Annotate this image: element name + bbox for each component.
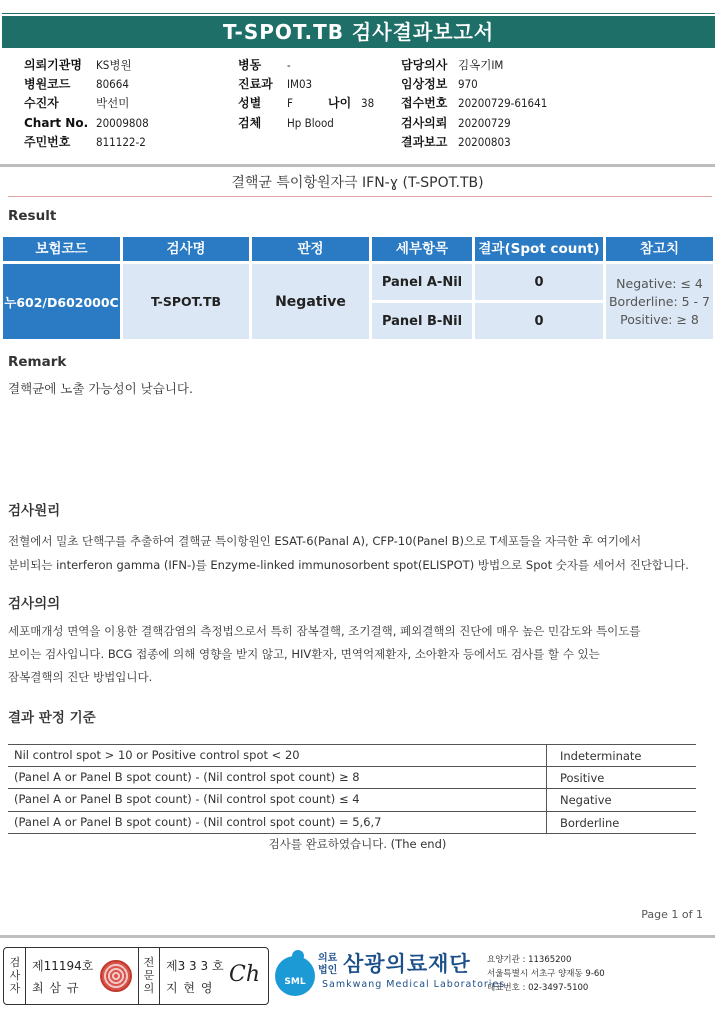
header-divider bbox=[0, 164, 715, 167]
specialist-label bbox=[141, 956, 157, 995]
ward-label: 병동 bbox=[238, 58, 262, 72]
specialist-label-char: 문 bbox=[143, 969, 155, 982]
ref-borderline: Borderline: 5 - 7 bbox=[608, 293, 710, 309]
principle-line-2: 분비되는 interferon gamma (IFN-)를 Enzyme-linked immunosorbent spot(ELISPOT) 방법으로 Spot 숫자를 세어서 진단합니다. bbox=[8, 558, 689, 572]
criteria-table bbox=[8, 744, 696, 834]
criteria-result: Indeterminate bbox=[546, 745, 641, 766]
principle-text bbox=[8, 529, 708, 577]
insurance-code-cell: 누602/D602000C bbox=[3, 264, 120, 339]
ref-negative: Negative: ≤ 4 bbox=[616, 275, 703, 291]
title-top-rule bbox=[2, 13, 715, 14]
subtitle-underline bbox=[8, 196, 712, 197]
hospital-code-label: 병원코드 bbox=[24, 77, 71, 91]
criteria-result: Positive bbox=[546, 767, 604, 789]
specialist-label-char: 전 bbox=[143, 956, 155, 969]
reference-cell bbox=[606, 264, 713, 339]
criteria-section-label: 결과 판정 기준 bbox=[8, 710, 96, 726]
examiner-seal-icon bbox=[100, 960, 132, 992]
panel-b-value: 0 bbox=[475, 303, 603, 339]
criteria-condition: (Panel A or Panel B spot count) - (Nil control spot count) ≤ 4 bbox=[14, 792, 360, 806]
signature-box bbox=[3, 947, 269, 1005]
significance-section-label: 검사의의 bbox=[8, 596, 61, 612]
examiner-label-char: 사 bbox=[9, 969, 21, 982]
request-value: 20200729 bbox=[458, 116, 511, 130]
patient-label: 수진자 bbox=[24, 96, 59, 110]
resident-value: 811122-2 bbox=[96, 135, 146, 149]
institution-code: 요양기관 : 11365200 bbox=[487, 955, 572, 965]
doctor-value: 김옥기IM bbox=[458, 58, 504, 72]
specimen-value: Hp Blood bbox=[287, 116, 334, 130]
examiner-number: 제11194호 bbox=[32, 959, 94, 973]
patient-value: 박선미 bbox=[96, 96, 130, 110]
clinical-label: 임상정보 bbox=[401, 77, 448, 91]
header-judgement: 판정 bbox=[252, 237, 369, 261]
dept-label: 진료과 bbox=[238, 77, 273, 91]
receipt-label: 접수번호 bbox=[401, 96, 448, 110]
resident-label: 주민번호 bbox=[24, 135, 71, 149]
criteria-result: Borderline bbox=[546, 812, 619, 834]
judgement-cell: Negative bbox=[252, 264, 369, 339]
examiner-name: 최 삼 규 bbox=[32, 981, 80, 995]
institution-phone: 대표번호 : 02-3497-5100 bbox=[487, 983, 589, 993]
specialist-signature-icon: Ch bbox=[229, 962, 261, 987]
hospital-code-value: 80664 bbox=[96, 77, 129, 91]
specialist-label-char: 의 bbox=[143, 982, 155, 995]
test-name-cell: T-SPOT.TB bbox=[123, 264, 249, 339]
doctor-label: 담당의사 bbox=[401, 58, 448, 72]
criteria-condition: Nil control spot > 10 or Positive control spot < 20 bbox=[14, 748, 300, 762]
ward-value: - bbox=[287, 58, 291, 72]
criteria-row bbox=[8, 767, 696, 790]
remark-section-label: Remark bbox=[8, 354, 67, 370]
report-title: T-SPOT.TB 검사결과보고서 bbox=[222, 20, 495, 44]
principle-line-1: 전혈에서 밀초 단핵구를 추출하여 결핵균 특이항원인 ESAT-6(Panal A), CFP-10(Panel B)으로 T세포들을 자극한 후 여기에서 bbox=[8, 534, 642, 548]
report-title-bar bbox=[2, 16, 715, 48]
chart-value: 20009808 bbox=[96, 116, 149, 130]
significance-line-1: 세포매개성 면역을 이용한 결핵감염의 측정법으로서 특히 잠복결핵, 조기결핵, 폐외결핵의 진단에 매우 높은 민감도와 특이도를 bbox=[8, 624, 641, 638]
patient-info bbox=[0, 56, 715, 156]
ref-positive: Positive: ≥ 8 bbox=[620, 311, 699, 327]
criteria-row bbox=[8, 789, 696, 812]
end-text: 검사를 완료하였습니다. (The end) bbox=[268, 837, 447, 851]
sml-logo-icon: SML bbox=[275, 956, 315, 996]
institution-address: 서울특별시 서초구 양재동 9-60 bbox=[487, 969, 605, 979]
examiner-label-char: 검 bbox=[9, 956, 21, 969]
chart-label: Chart No. bbox=[24, 116, 89, 130]
age-value: 38 bbox=[361, 96, 375, 110]
significance-text bbox=[8, 620, 708, 689]
header-reference: 참고치 bbox=[606, 237, 713, 261]
header-sub-item: 세부항목 bbox=[372, 237, 472, 261]
significance-line-3: 잠복결핵의 진단 방법입니다. bbox=[8, 670, 153, 684]
dept-value: IM03 bbox=[287, 77, 313, 91]
panel-a-name: Panel A-Nil bbox=[372, 264, 472, 300]
test-subtitle: 결핵균 특이항원자극 IFN-ɣ (T-SPOT.TB) bbox=[231, 175, 484, 191]
result-table bbox=[3, 237, 713, 339]
logo-corp-label bbox=[318, 953, 337, 977]
report-value: 20200803 bbox=[458, 135, 511, 149]
sign-separator bbox=[25, 948, 26, 1004]
page-number: Page 1 of 1 bbox=[641, 908, 703, 921]
result-section-label: Result bbox=[8, 208, 57, 224]
criteria-row bbox=[8, 744, 696, 767]
specialist-name: 지 현 영 bbox=[166, 981, 214, 995]
logo-name: 삼광의료재단 bbox=[343, 952, 471, 976]
principle-section-label: 검사원리 bbox=[8, 503, 61, 519]
logo-corp-line: 의료 bbox=[318, 953, 338, 964]
header-test-name: 검사명 bbox=[123, 237, 249, 261]
criteria-condition: (Panel A or Panel B spot count) - (Nil control spot count) ≥ 8 bbox=[14, 769, 360, 784]
header-insurance-code: 보험코드 bbox=[3, 237, 120, 261]
sign-separator bbox=[159, 948, 160, 1004]
clinical-value: 970 bbox=[458, 77, 478, 91]
criteria-row bbox=[8, 812, 696, 835]
panel-a-value: 0 bbox=[475, 264, 603, 300]
specimen-label: 검체 bbox=[238, 116, 262, 130]
criteria-result: Negative bbox=[546, 789, 612, 811]
criteria-condition: (Panel A or Panel B spot count) - (Nil control spot count) = 5,6,7 bbox=[14, 814, 382, 829]
report-label: 결과보고 bbox=[401, 135, 448, 149]
age-label: 나이 bbox=[328, 96, 352, 110]
specialist-number: 제3 3 3 호 bbox=[166, 959, 224, 973]
receipt-value: 20200729-61641 bbox=[458, 96, 548, 110]
significance-line-2: 보이는 검사입니다. BCG 접종에 의해 영향을 받지 않고, HIV환자, 면역억제환자, 소아환자 등에서도 검사를 할 수 있는 bbox=[8, 647, 600, 661]
header-result: 결과(Spot count) bbox=[475, 237, 603, 261]
sex-value: F bbox=[287, 96, 293, 110]
sign-separator bbox=[138, 948, 139, 1004]
examiner-label bbox=[7, 956, 23, 995]
logo-english-name: Samkwang Medical Laboratories bbox=[322, 979, 506, 990]
institution-label: 의뢰기관명 bbox=[24, 58, 82, 72]
panel-b-name: Panel B-Nil bbox=[372, 303, 472, 339]
logo-corp-line: 법인 bbox=[318, 965, 338, 976]
request-label: 검사의뢰 bbox=[401, 116, 448, 130]
footer-divider bbox=[0, 935, 715, 938]
institution-value: KS병원 bbox=[96, 58, 132, 72]
examiner-label-char: 자 bbox=[9, 982, 21, 995]
remark-text: 결핵균에 노출 가능성이 낮습니다. bbox=[8, 381, 193, 396]
sex-label: 성별 bbox=[238, 96, 262, 110]
